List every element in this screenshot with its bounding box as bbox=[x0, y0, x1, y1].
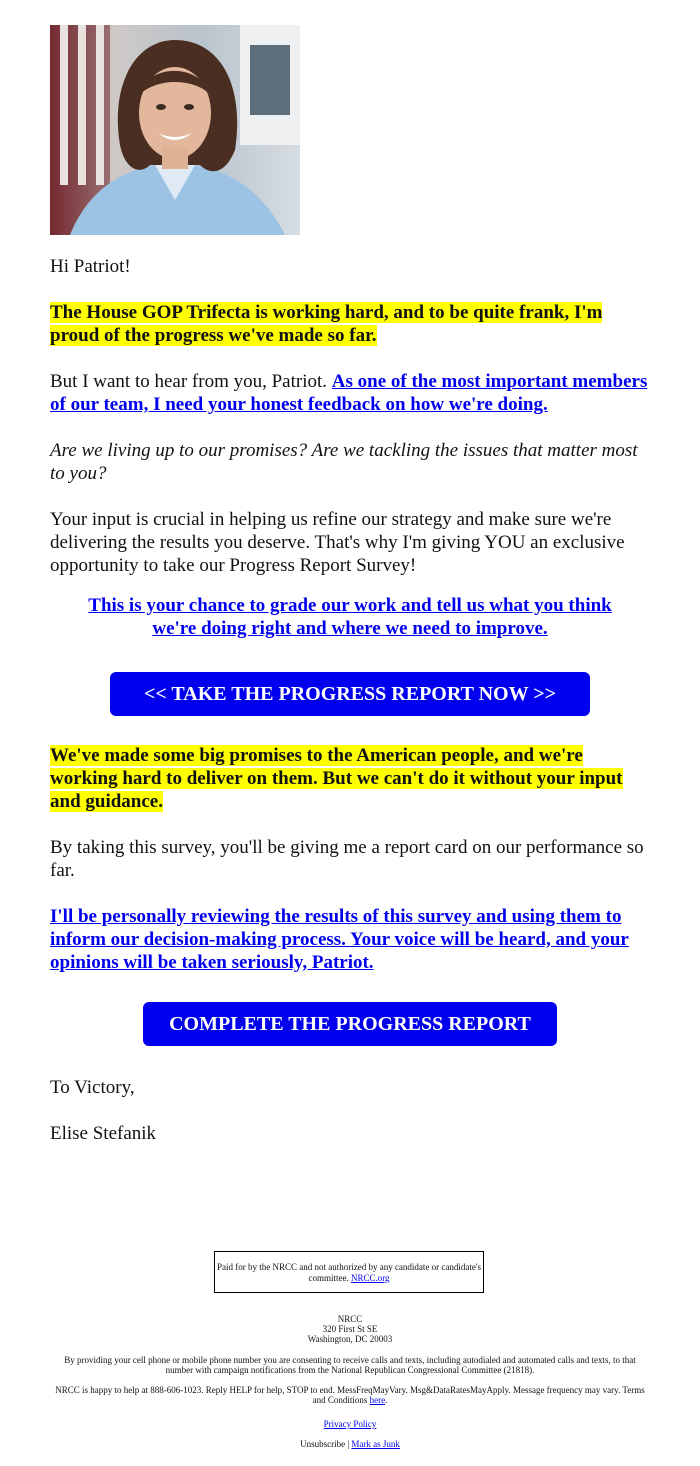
highlight-paragraph-2 bbox=[50, 744, 650, 813]
portrait-photo bbox=[50, 25, 300, 235]
reviewing-link[interactable]: I'll be personally reviewing the results of this survey and using them to inform our decision-making process. Your voice will be heard, and your opinions will be taken seriously, Patriot. bbox=[50, 906, 629, 973]
survey-paragraph: By taking this survey, you'll be giving me a report card on our performance so far. bbox=[50, 837, 644, 881]
feedback-text: But I want to hear from you, Patriot. bbox=[50, 371, 332, 392]
separator: | bbox=[345, 1439, 352, 1449]
grade-link[interactable]: This is your chance to grade our work and tell us what you think we're doing right and where we need to improve. bbox=[88, 595, 612, 639]
grade-paragraph bbox=[50, 594, 650, 640]
consent-text: By providing your cell phone or mobile phone number you are consenting to receive calls and texts, including autodialed and automated calls and texts, to that number with campaign notifications from the National Republican Congressional Committee (21818). bbox=[64, 1355, 636, 1375]
signature: Elise Stefanik bbox=[50, 1123, 157, 1144]
feedback-paragraph bbox=[50, 370, 650, 416]
button1-wrap bbox=[50, 672, 650, 716]
button2-wrap bbox=[50, 1002, 650, 1046]
period: . bbox=[385, 1395, 388, 1405]
highlight-text-1: The House GOP Trifecta is working hard, and to be quite frank, I'm proud of the progress we've made so far. bbox=[50, 302, 603, 346]
unsubscribe-text[interactable]: Unsubscribe bbox=[300, 1439, 346, 1449]
address-line-2: Washington, DC 20003 bbox=[307, 1334, 393, 1344]
complete-progress-report-button[interactable]: COMPLETE THE PROGRESS REPORT bbox=[143, 1002, 557, 1046]
unsubscribe-wrap bbox=[50, 1439, 650, 1449]
paid-for-box bbox=[214, 1251, 484, 1293]
feedback-link[interactable]: As one of the most important members of our team, I need your honest feedback on how we're doing. bbox=[50, 371, 648, 415]
mark-as-junk-link[interactable]: Mark as Junk bbox=[351, 1439, 400, 1449]
take-progress-report-button[interactable]: << TAKE THE PROGRESS REPORT NOW >> bbox=[110, 672, 590, 716]
highlight-paragraph-1 bbox=[50, 301, 650, 347]
email-body bbox=[50, 25, 650, 1145]
highlight-text-2: We've made some big promises to the American people, and we're working hard to deliver on them. But we can't do it without your input and guidance. bbox=[50, 745, 623, 812]
privacy-wrap bbox=[50, 1419, 650, 1429]
privacy-policy-link[interactable]: Privacy Policy bbox=[323, 1419, 377, 1429]
reviewing-paragraph bbox=[50, 905, 650, 974]
nrcc-org-link[interactable]: NRCC.org bbox=[350, 1273, 390, 1283]
question-paragraph: Are we living up to our promises? Are we tackling the issues that matter most to you? bbox=[50, 440, 638, 484]
org-name: NRCC bbox=[337, 1314, 363, 1324]
signoff: To Victory, bbox=[50, 1077, 135, 1098]
input-paragraph: Your input is crucial in helping us refine our strategy and make sure we're delivering the results you deserve. That's why I'm giving YOU an exclusive opportunity to take our Progress Report Survey! bbox=[50, 509, 625, 576]
help-paragraph bbox=[50, 1385, 650, 1405]
greeting: Hi Patriot! bbox=[50, 256, 131, 277]
address-line-1: 320 First St SE bbox=[322, 1324, 378, 1334]
terms-here-link[interactable]: here bbox=[369, 1395, 386, 1405]
help-text: NRCC is happy to help at 888-606-1023. Reply HELP for help, STOP to end. MessFreqMayVary. Msg&DataRatesMayApply. Message frequency may vary. Terms and Conditions bbox=[55, 1385, 645, 1405]
address-block bbox=[50, 1314, 650, 1344]
paid-for-text: Paid for by the NRCC and not authorized by any candidate or candidate's committee. bbox=[216, 1262, 482, 1283]
